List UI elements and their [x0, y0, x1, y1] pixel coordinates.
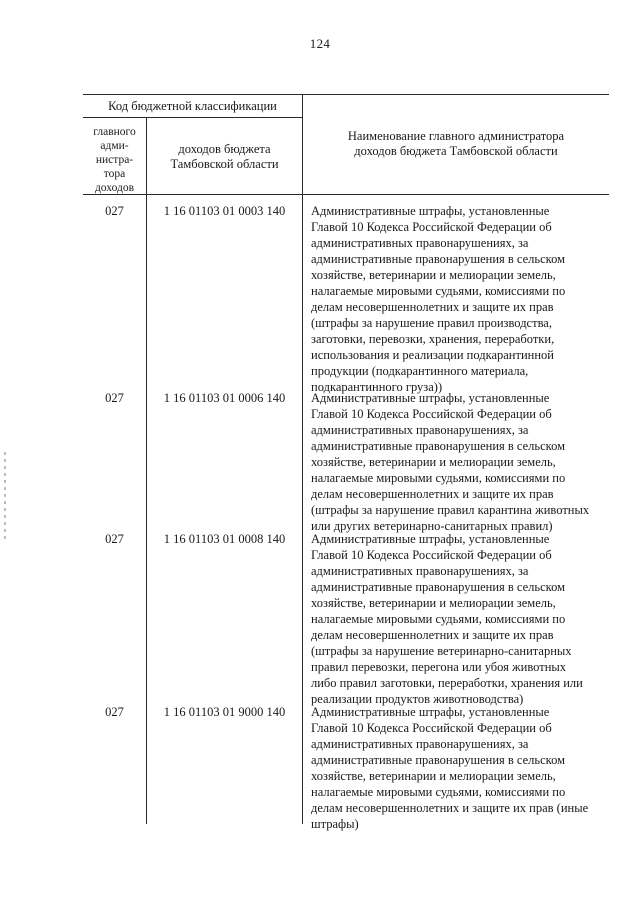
- revenue-name-line: делам несовершеннолетних и защите их прав: [311, 487, 554, 501]
- revenue-name-line: административные правонарушения в сельском: [311, 580, 566, 594]
- header-col-name-line: Наименование главного администратора: [347, 129, 565, 143]
- revenue-name-line: административных правонарушениях, за: [311, 423, 529, 437]
- revenue-name-line: Главой 10 Кодекса Российской Федерации об: [311, 548, 552, 562]
- revenue-name-line: делам несовершеннолетних и защите их прав: [311, 628, 554, 642]
- revenue-name-line: налагаемые мировыми судьями, комиссиями по: [311, 284, 566, 298]
- revenue-name: [311, 704, 611, 832]
- revenue-name-line: использования и реализации подкарантинной: [311, 348, 554, 362]
- revenue-name: [311, 203, 611, 395]
- revenue-name-line: Административные штрафы, установленные: [311, 532, 550, 546]
- revenue-name-line: хозяйстве, ветеринарии и мелиорации земель,: [311, 769, 556, 783]
- header-col-admin-line: адми-: [100, 140, 129, 152]
- header-col-code: [147, 142, 302, 172]
- admin-code: 027: [105, 391, 124, 405]
- revenue-name: [311, 531, 611, 707]
- budget-code: 1 16 01103 01 0006 140: [163, 391, 286, 405]
- revenue-name-line: подкарантинного груза)): [311, 380, 443, 394]
- revenue-name-line: Административные штрафы, установленные: [311, 705, 550, 719]
- group-header-divider: [83, 117, 302, 118]
- revenue-name-line: административных правонарушениях, за: [311, 737, 529, 751]
- header-col-admin-line: главного: [93, 126, 136, 138]
- header-col-code-line: Тамбовской области: [170, 157, 279, 171]
- revenue-name-line: налагаемые мировыми судьями, комиссиями по: [311, 785, 566, 799]
- revenue-name-line: реализации продуктов животноводства): [311, 692, 524, 706]
- budget-classification-table: [83, 94, 609, 831]
- revenue-name-line: Административные штрафы, установленные: [311, 204, 550, 218]
- budget-code: 1 16 01103 01 9000 140: [163, 705, 286, 719]
- revenue-name-line: хозяйстве, ветеринарии и мелиорации земель,: [311, 596, 556, 610]
- revenue-name-line: (штрафы за нарушение правил карантина животных: [311, 503, 590, 517]
- revenue-name-line: заготовки, перевозки, хранения, переработки,: [311, 332, 555, 346]
- revenue-name-line: штрафы): [311, 817, 359, 831]
- revenue-name-line: Главой 10 Кодекса Российской Федерации об: [311, 407, 552, 421]
- header-col-name-line: доходов бюджета Тамбовской области: [354, 144, 558, 158]
- revenue-name-line: (штрафы за нарушение ветеринарно-санитарных: [311, 644, 572, 658]
- revenue-name-line: (штрафы за нарушение правил производства,: [311, 316, 552, 330]
- revenue-name-line: Административные штрафы, установленные: [311, 391, 550, 405]
- budget-code: 1 16 01103 01 0008 140: [163, 532, 286, 546]
- revenue-name-line: административные правонарушения в сельском: [311, 439, 566, 453]
- header-group-title: Код бюджетной классификации: [108, 99, 277, 113]
- revenue-name-line: административные правонарушения в сельском: [311, 252, 566, 266]
- revenue-name-line: или других ветеринарно-санитарных правил): [311, 519, 553, 533]
- header-col-admin: [83, 125, 146, 195]
- table-top-border: [83, 94, 609, 95]
- header-bottom-border: [83, 194, 609, 195]
- revenue-name-line: делам несовершеннолетних и защите их прав (иные: [311, 801, 589, 815]
- revenue-name-line: административных правонарушениях, за: [311, 236, 529, 250]
- header-col-admin-line: тора: [103, 168, 126, 180]
- scan-margin-mark: [4, 452, 6, 542]
- revenue-name-line: административные правонарушения в сельском: [311, 753, 566, 767]
- revenue-name-line: либо правил заготовки, переработки, хранения или: [311, 676, 583, 690]
- admin-code: 027: [105, 204, 124, 218]
- revenue-name-line: правил перевозки, перегона или убоя животных: [311, 660, 567, 674]
- budget-code: 1 16 01103 01 0003 140: [163, 204, 286, 218]
- revenue-name-line: налагаемые мировыми судьями, комиссиями по: [311, 612, 566, 626]
- header-col-admin-line: нистра-: [95, 154, 134, 166]
- revenue-name-line: налагаемые мировыми судьями, комиссиями по: [311, 471, 566, 485]
- revenue-name-line: Главой 10 Кодекса Российской Федерации об: [311, 220, 552, 234]
- header-col-admin-line: доходов: [94, 182, 135, 194]
- admin-code: 027: [105, 705, 124, 719]
- revenue-name-line: продукции (подкарантинного материала,: [311, 364, 529, 378]
- revenue-name-line: хозяйстве, ветеринарии и мелиорации земель,: [311, 455, 556, 469]
- revenue-name-line: административных правонарушениях, за: [311, 564, 529, 578]
- header-col-code-line: доходов бюджета: [178, 142, 271, 156]
- header-col-name: [303, 129, 609, 159]
- page-number: 124: [309, 36, 331, 51]
- admin-code: 027: [105, 532, 124, 546]
- column-divider-name: [302, 94, 303, 824]
- revenue-name-line: хозяйстве, ветеринарии и мелиорации земель,: [311, 268, 556, 282]
- revenue-name-line: делам несовершеннолетних и защите их прав: [311, 300, 554, 314]
- revenue-name: [311, 390, 611, 534]
- revenue-name-line: Главой 10 Кодекса Российской Федерации об: [311, 721, 552, 735]
